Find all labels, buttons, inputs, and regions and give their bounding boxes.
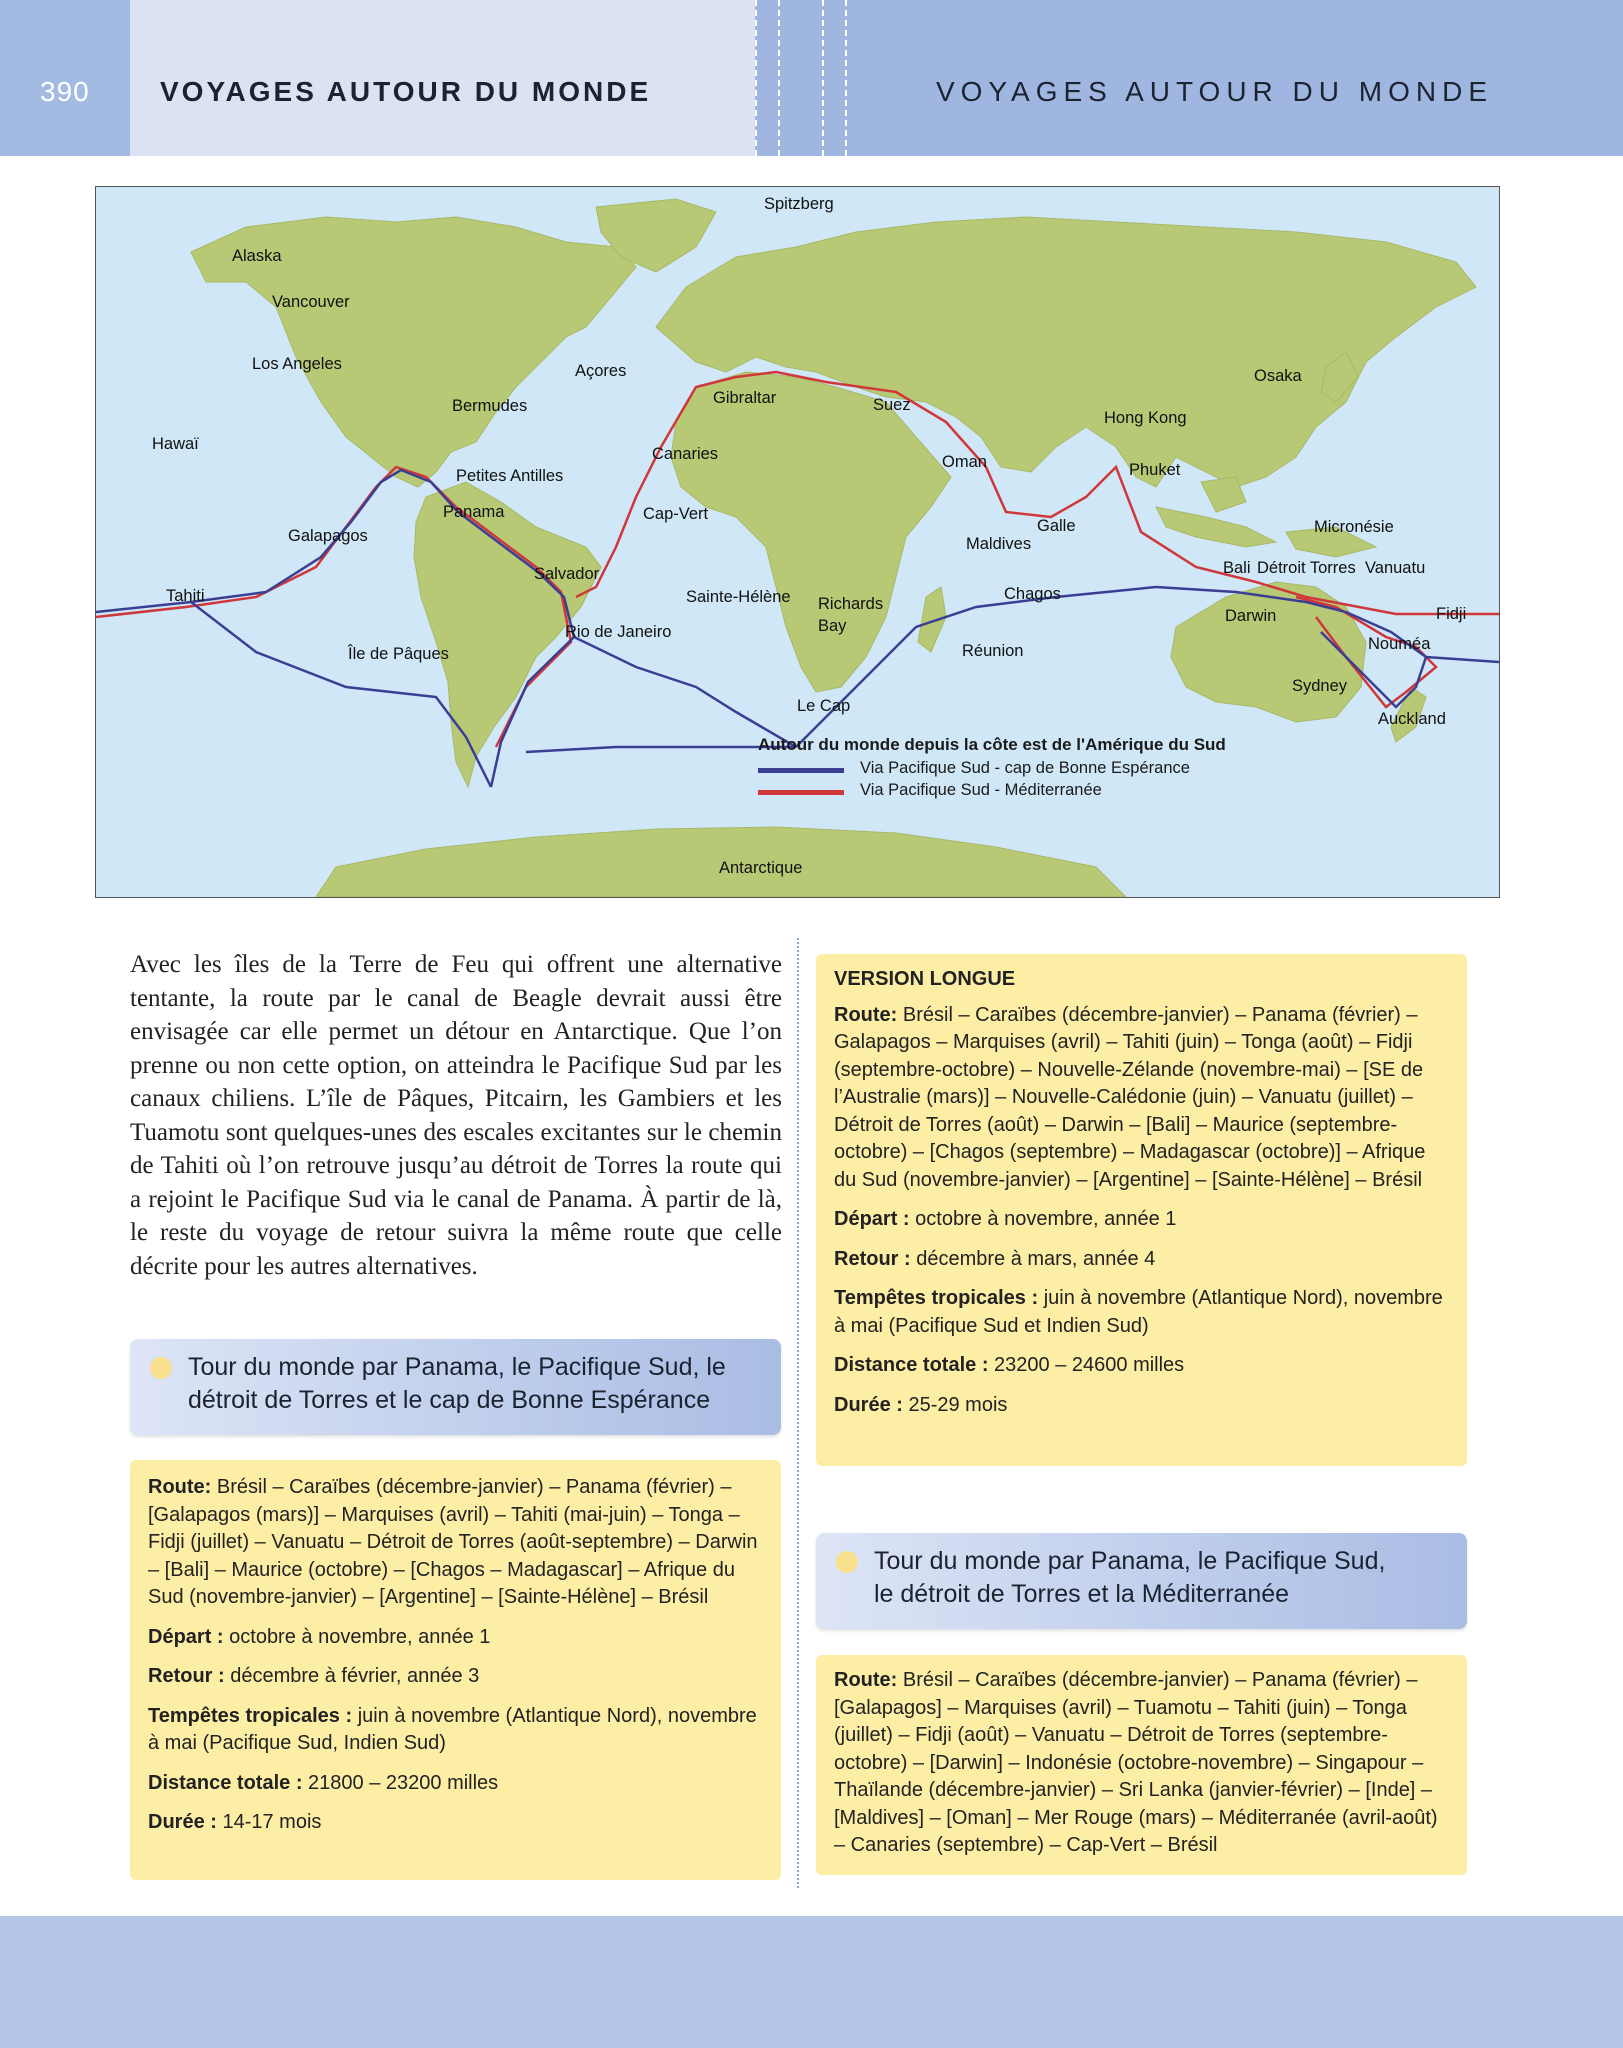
depart-paragraph bbox=[834, 1206, 1449, 1234]
depart-label: Départ : bbox=[148, 1625, 224, 1648]
body-paragraph: Avec les îles de la Terre de Feu qui offrent une alternative tentante, la route par le canal de Beagle devrait aussi être envisagée car elle permet un détour en Antarctique. Que l’on prenne ou non cette option, on atteindra le Pacifique Sud par les canaux chiliens. L’île de Pâques, Pitcairn, les Gambiers et les Tuamotu sont quelques-unes des escales excitantes sur le chemin de Tahiti où l’on retrouve jusqu’au détroit de Torres la route qui a rejoint le Pacifique Sud via le canal de Panama. À partir de là, le reste du voyage de retour suivra la même route que celle décrite pour les autres alternatives. bbox=[130, 951, 782, 1280]
page-number-block bbox=[0, 0, 130, 156]
retour-label: Retour : bbox=[834, 1247, 911, 1270]
route-paragraph bbox=[148, 1474, 763, 1612]
bullet-dot bbox=[150, 1357, 172, 1379]
section-title-line: détroit de Torres et le cap de Bonne Espérance bbox=[188, 1386, 711, 1414]
map-label-noumea: Nouméa bbox=[1368, 635, 1431, 653]
map-label-tahiti: Tahiti bbox=[166, 587, 205, 605]
section-header-bonne-esperance bbox=[130, 1339, 781, 1435]
route-value: Brésil – Caraïbes (décembre-janvier) – Panama (février) – Galapagos – Marquises (avril) – Tahiti (juin) – Tonga (août) – Fidji (septembre-octobre) – Nouvelle-Zélande (novembre-mai) – [SE de l’Australie (mars)] – Nouvelle-Calédonie (juin) – Vanuatu (juillet) – Détroit de Torres (août) – Darwin – [Bali] – Maurice (septembre-octobre) – [Chagos (septembre) – Madagascar (octobre)] – Afrique du Sud (novembre-janvier) – [Argentine] – [Sainte-Hélène] – Brésil bbox=[834, 1003, 1426, 1191]
retour-label: Retour : bbox=[148, 1665, 225, 1687]
map-label-hong-kong: Hong Kong bbox=[1104, 409, 1187, 427]
header-right-title: VOYAGES AUTOUR DU MONDE bbox=[935, 76, 1493, 107]
route-value: Brésil – Caraïbes (décembre-janvier) – Panama (février) – [Galapagos (mars)] – Marquises (avril) – Tahiti (mai-juin) – Tonga – Fidji (juillet) – Vanuatu – Détroit de Torres (août-septembre) – Darwin – [Bali] – Maurice (octobre) – [Chagos – Madagascar] – Afrique du Sud (novembre-janvier) – [Argentine] – [Sainte-Hélène] – Brésil bbox=[148, 1476, 758, 1608]
map-label-galle: Galle bbox=[1037, 517, 1076, 535]
header-divider bbox=[778, 0, 780, 156]
map-label-los-angeles: Los Angeles bbox=[252, 355, 342, 373]
duree-value: 14-17 mois bbox=[216, 1811, 322, 1833]
section-title-line: Tour du monde par Panama, le Pacifique Sud, le bbox=[188, 1353, 726, 1381]
map-label-ile-paques: Île de Pâques bbox=[348, 645, 449, 663]
map-label-sydney: Sydney bbox=[1292, 677, 1348, 695]
depart-label: Départ : bbox=[834, 1208, 910, 1230]
map-label-oman: Oman bbox=[942, 453, 987, 471]
map-label-gibraltar: Gibraltar bbox=[713, 389, 777, 407]
header-divider bbox=[845, 0, 847, 156]
retour-value: décembre à mars, année 4 bbox=[910, 1247, 1156, 1270]
route-value: Brésil – Caraïbes (décembre-janvier) – Panama (février) – [Galapagos] – Marquises (avril) – Tuamotu – Tahiti (juin) – Tonga (juillet) – Fidji (août) – Vanuatu – Détroit de Torres (septembre-octobre) – [Darwin] – Indonésie (octobre-novembre) – Singapour – Thaïlande (décembre-janvier) – Sri Lanka (janvier-février) – [Inde] – [Maldives] – [Oman] – Mer Rouge (mars) – Méditerranée (avril-août) – Canaries (septembre) – Cap-Vert – Brésil bbox=[834, 1669, 1438, 1856]
map-label-alaska: Alaska bbox=[232, 247, 282, 265]
map-label-phuket: Phuket bbox=[1129, 461, 1181, 479]
section-title-line: le détroit de Torres et la Méditerranée bbox=[874, 1580, 1290, 1608]
tempetes-paragraph bbox=[834, 1285, 1449, 1340]
map-label-maldives: Maldives bbox=[966, 535, 1032, 553]
info-box-content bbox=[834, 966, 1449, 1431]
depart-value: octobre à novembre, année 1 bbox=[223, 1625, 491, 1648]
map-label-hawai: Hawaï bbox=[152, 435, 199, 453]
map-label-rio: Rio de Janeiro bbox=[565, 623, 672, 641]
map-label-suez: Suez bbox=[873, 396, 911, 414]
info-box-mediterranee bbox=[816, 1655, 1467, 1875]
map-label-micronesie: Micronésie bbox=[1314, 518, 1394, 536]
legend-swatch-red bbox=[758, 790, 844, 795]
map-label-detroit-torres: Détroit Torres bbox=[1257, 559, 1356, 577]
info-box-version-longue bbox=[816, 954, 1467, 1466]
map-legend bbox=[758, 735, 1226, 803]
header-divider bbox=[755, 0, 757, 156]
map-label-darwin: Darwin bbox=[1225, 607, 1277, 625]
retour-value: décembre à février, année 3 bbox=[224, 1665, 480, 1687]
page-footer bbox=[0, 1916, 1623, 2048]
blue-route-atlantic bbox=[574, 637, 796, 747]
legend-title: Autour du monde depuis la côte est de l'Amérique du Sud bbox=[758, 735, 1226, 754]
duree-label: Durée : bbox=[148, 1811, 217, 1833]
column-divider bbox=[797, 938, 799, 1888]
map-label-vancouver: Vancouver bbox=[272, 293, 350, 311]
map-label-bermudes: Bermudes bbox=[452, 397, 528, 415]
header-left-block bbox=[130, 0, 755, 156]
legend-item bbox=[758, 781, 1226, 803]
duree-label: Durée : bbox=[834, 1393, 903, 1416]
map-label-osaka: Osaka bbox=[1254, 367, 1302, 385]
map-label-auckland: Auckland bbox=[1378, 710, 1446, 728]
info-box-content bbox=[834, 1667, 1449, 1872]
distance-paragraph bbox=[148, 1770, 763, 1798]
map-label-chagos: Chagos bbox=[1004, 585, 1061, 603]
blue-route-east bbox=[1426, 657, 1499, 662]
page-number: 390 bbox=[40, 76, 90, 107]
map-label-canaries: Canaries bbox=[652, 445, 719, 463]
bullet-dot bbox=[836, 1551, 858, 1573]
distance-value: 21800 – 23200 milles bbox=[302, 1771, 499, 1794]
tempetes-label: Tempêtes tropicales : bbox=[834, 1287, 1039, 1309]
info-box-content bbox=[148, 1474, 763, 1849]
page-header bbox=[0, 0, 1623, 156]
tempetes-value: juin à novembre (Atlantique Nord), novembre à mai (Pacifique Sud et Indien Sud) bbox=[834, 1287, 1443, 1337]
map-label-bali: Bali bbox=[1223, 559, 1251, 577]
legend-item bbox=[758, 759, 1226, 781]
depart-paragraph bbox=[148, 1624, 763, 1652]
duree-paragraph bbox=[834, 1392, 1449, 1420]
map-label-panama: Panama bbox=[443, 503, 505, 521]
map-label-le-cap: Le Cap bbox=[797, 697, 851, 715]
duree-paragraph bbox=[148, 1809, 763, 1837]
route-label: Route: bbox=[834, 1003, 898, 1026]
duree-value: 25-29 mois bbox=[902, 1393, 1008, 1416]
africa-shape bbox=[671, 372, 951, 692]
map-label-vanuatu: Vanuatu bbox=[1365, 559, 1426, 577]
depart-value: octobre à novembre, année 1 bbox=[909, 1208, 1177, 1230]
tempetes-label: Tempêtes tropicales : bbox=[148, 1704, 353, 1727]
map-label-cap-vert: Cap-Vert bbox=[643, 505, 709, 523]
header-divider bbox=[822, 0, 824, 156]
map-label-antarctique: Antarctique bbox=[719, 859, 803, 877]
info-box-bonne-esperance bbox=[130, 1460, 781, 1880]
tempetes-value: juin à novembre (Atlantique Nord), novembre à mai (Pacifique Sud, Indien Sud) bbox=[148, 1704, 757, 1754]
map-label-galapagos: Galapagos bbox=[288, 527, 368, 545]
section-header-mediterranee bbox=[816, 1533, 1467, 1629]
distance-value: 23200 – 24600 milles bbox=[988, 1354, 1185, 1376]
indonesia-shape bbox=[1156, 507, 1276, 547]
route-label: Route: bbox=[148, 1476, 212, 1498]
version-longue-title: VERSION LONGUE bbox=[834, 968, 1016, 990]
section-title bbox=[874, 1545, 1454, 1611]
map-label-fidji: Fidji bbox=[1436, 605, 1467, 623]
route-paragraph bbox=[834, 1667, 1449, 1860]
map-label-sainte-helene: Sainte-Hélène bbox=[686, 588, 791, 606]
route-paragraph bbox=[834, 1002, 1449, 1195]
tempetes-paragraph bbox=[148, 1703, 763, 1758]
retour-paragraph bbox=[834, 1246, 1449, 1274]
header-left-title: VOYAGES AUTOUR DU MONDE bbox=[160, 76, 652, 107]
distance-paragraph bbox=[834, 1352, 1449, 1380]
blue-route-south bbox=[526, 747, 796, 752]
section-title-line: Tour du monde par Panama, le Pacifique Sud, bbox=[874, 1547, 1386, 1575]
legend-item-label: Via Pacifique Sud - Méditerranée bbox=[860, 781, 1102, 799]
section-title bbox=[188, 1351, 768, 1417]
map-label-spitzberg: Spitzberg bbox=[764, 195, 834, 213]
route-label: Route: bbox=[834, 1669, 898, 1691]
retour-paragraph bbox=[148, 1663, 763, 1691]
distance-label: Distance totale : bbox=[834, 1354, 989, 1376]
map-label-reunion: Réunion bbox=[962, 642, 1024, 660]
legend-item-label: Via Pacifique Sud - cap de Bonne Espérance bbox=[860, 759, 1190, 777]
map-label-salvador: Salvador bbox=[534, 565, 600, 583]
distance-label: Distance totale : bbox=[148, 1771, 303, 1794]
legend-swatch-blue bbox=[758, 768, 844, 773]
map-label-acores: Açores bbox=[575, 362, 627, 380]
world-map bbox=[95, 186, 1500, 898]
map-label-richards-bay: Richards Bay bbox=[818, 595, 884, 635]
map-label-petites-antilles: Petites Antilles bbox=[456, 467, 564, 485]
